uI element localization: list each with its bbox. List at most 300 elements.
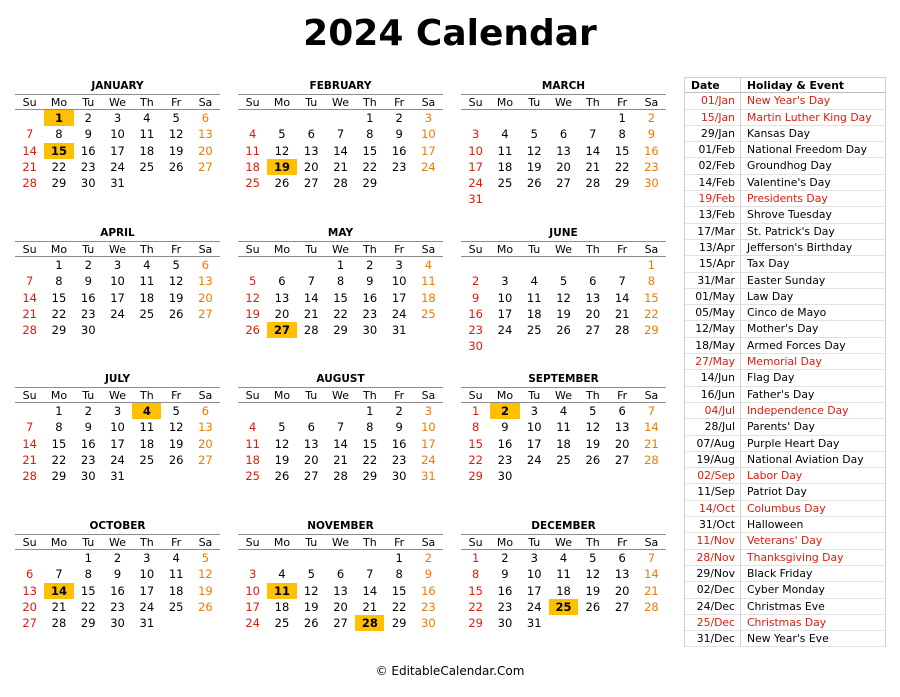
day-cell: 19 [585, 436, 601, 451]
day-cell: 30 [497, 469, 513, 484]
day-cell: 15 [333, 290, 348, 305]
day-grid [461, 257, 666, 355]
day-grid [238, 110, 443, 191]
weekday-label: Mo [273, 389, 291, 402]
weekday-label: Mo [496, 96, 514, 109]
day-cell: 5 [248, 274, 257, 289]
holiday-day-cell: 2 [490, 403, 519, 419]
day-cell: 21 [22, 306, 37, 321]
day-cell: 15 [362, 436, 378, 451]
day-cell: 24 [468, 176, 483, 191]
day-cell: 1 [395, 551, 403, 565]
day-cell: 25 [497, 176, 513, 191]
holiday-day-cell: 14 [44, 583, 73, 599]
day-cell: 14 [303, 290, 319, 305]
day-cell: 16 [391, 143, 407, 158]
holiday-event: Parents' Day [747, 420, 815, 434]
day-cell: 21 [22, 452, 37, 467]
day-cell: 24 [526, 599, 542, 614]
holiday-event: Jefferson's Birthday [747, 240, 853, 254]
day-cell: 30 [110, 616, 125, 631]
day-cell: 3 [530, 551, 538, 565]
empty-day-cell [578, 257, 607, 273]
day-cell: 3 [143, 551, 151, 565]
day-cell: 27 [198, 452, 213, 467]
day-cell: 1 [84, 551, 92, 565]
day-cell: 11 [245, 436, 260, 451]
day-cell: 21 [585, 159, 601, 174]
weekday-label: Sa [644, 536, 659, 549]
day-cell: 5 [278, 420, 286, 435]
holiday-event: Mother's Day [747, 322, 819, 336]
day-cell: 10 [110, 420, 125, 435]
day-cell: 28 [585, 176, 601, 191]
weekday-label: Mo [50, 536, 68, 549]
day-cell: 27 [198, 306, 213, 321]
day-cell: 8 [336, 274, 345, 289]
holiday-date: 01/Feb [685, 142, 741, 157]
month-name: AUGUST [316, 373, 365, 385]
day-cell: 29 [51, 323, 67, 338]
day-cell: 27 [614, 599, 630, 614]
day-cell: 27 [333, 616, 348, 631]
day-cell: 14 [585, 143, 601, 158]
day-cell: 11 [139, 127, 155, 142]
day-cell: 16 [497, 436, 513, 451]
empty-day-cell [267, 257, 296, 273]
day-cell: 4 [530, 274, 538, 289]
day-cell: 10 [497, 290, 513, 305]
day-cell: 16 [468, 306, 483, 321]
weekday-label: Th [585, 96, 600, 109]
weekday-label: Sa [644, 243, 659, 256]
holiday-event: Shrove Tuesday [747, 208, 832, 222]
day-cell: 10 [245, 583, 260, 598]
day-cell: 25 [245, 176, 260, 191]
day-cell: 20 [274, 306, 290, 321]
holiday-date: 28/Nov [685, 550, 741, 565]
month-name: MARCH [541, 80, 586, 92]
weekday-label: Tu [528, 536, 541, 549]
day-cell: 25 [556, 452, 571, 467]
day-cell: 18 [526, 306, 542, 321]
day-cell: 25 [168, 599, 184, 614]
day-cell: 13 [198, 274, 213, 289]
day-cell: 26 [274, 176, 290, 191]
holiday-event: Patriot Day [747, 485, 807, 499]
day-cell: 3 [113, 404, 122, 418]
holiday-day-cell: 15 [44, 143, 73, 159]
day-cell: 10 [110, 127, 125, 142]
day-cell: 17 [110, 290, 125, 305]
empty-day-cell [549, 257, 578, 273]
weekday-label: Su [22, 96, 37, 109]
day-cell: 17 [110, 436, 125, 451]
day-cell: 15 [391, 583, 407, 598]
day-cell: 24 [526, 452, 542, 467]
weekday-label: Th [362, 536, 377, 549]
day-cell: 29 [391, 616, 407, 631]
day-cell: 22 [80, 599, 96, 614]
day-cell: 2 [366, 258, 374, 272]
weekday-label: Su [245, 96, 260, 109]
empty-day-cell [297, 257, 326, 273]
day-cell: 22 [51, 306, 67, 321]
day-cell: 18 [556, 583, 571, 598]
day-cell: 10 [110, 274, 125, 289]
day-cell: 13 [303, 436, 319, 451]
month-november [238, 518, 443, 631]
empty-day-cell [490, 110, 519, 126]
holiday-date: 02/Dec [685, 582, 741, 597]
weekday-header [461, 94, 666, 110]
holiday-event: Groundhog Day [747, 159, 832, 173]
empty-day-cell [326, 403, 355, 419]
holiday-event: Easter Sunday [747, 273, 826, 287]
holiday-event: New Year's Eve [747, 632, 829, 646]
day-cell: 22 [468, 452, 483, 467]
day-cell: 14 [362, 583, 378, 598]
holiday-date: 13/Apr [685, 240, 741, 255]
day-cell: 8 [55, 274, 63, 289]
holiday-date: 02/Sep [685, 468, 741, 483]
day-cell: 17 [421, 436, 436, 451]
day-cell: 5 [559, 274, 568, 289]
day-cell: 21 [303, 306, 319, 321]
day-cell: 6 [25, 567, 34, 582]
day-cell: 16 [391, 436, 407, 451]
day-cell: 30 [80, 176, 96, 191]
day-cell: 10 [526, 420, 542, 435]
weekday-label: Sa [198, 243, 213, 256]
empty-day-cell [607, 257, 636, 273]
day-cell: 16 [362, 290, 378, 305]
holiday-row [685, 289, 885, 305]
holiday-date: 15/Apr [685, 256, 741, 271]
month-september [461, 371, 666, 484]
day-cell: 12 [168, 420, 184, 435]
holiday-row [685, 93, 885, 109]
day-cell: 28 [333, 469, 348, 484]
day-cell: 4 [248, 127, 257, 142]
weekday-label: Fr [617, 389, 628, 402]
holiday-row [685, 631, 885, 647]
weekday-label: Tu [528, 96, 541, 109]
holiday-date: 13/Feb [685, 207, 741, 222]
weekday-label: Su [468, 96, 483, 109]
empty-day-cell [297, 110, 326, 126]
day-cell: 17 [110, 143, 125, 158]
weekday-label: We [555, 536, 573, 549]
weekday-label: Fr [171, 536, 182, 549]
holiday-event: Valentine's Day [747, 175, 831, 189]
day-cell: 2 [395, 404, 403, 418]
day-cell: 12 [168, 274, 184, 289]
holiday-row [685, 599, 885, 615]
holiday-date: 11/Sep [685, 484, 741, 499]
holiday-event: Black Friday [747, 566, 813, 580]
day-cell: 13 [585, 290, 601, 305]
day-cell: 20 [585, 306, 601, 321]
holiday-event: Father's Day [747, 387, 815, 401]
empty-day-cell [15, 257, 44, 273]
holiday-header-event: Holiday & Event [747, 79, 845, 92]
holiday-day-cell: 25 [549, 599, 578, 615]
holiday-event: Memorial Day [747, 355, 822, 369]
holiday-event: Columbus Day [747, 501, 826, 515]
weekday-label: Tu [305, 96, 318, 109]
holiday-date: 07/Aug [685, 436, 741, 451]
day-cell: 13 [614, 420, 630, 435]
day-cell: 3 [113, 111, 122, 125]
day-cell: 30 [391, 469, 407, 484]
day-cell: 31 [391, 323, 407, 338]
month-name: JANUARY [91, 80, 144, 92]
holiday-row [685, 240, 885, 256]
day-cell: 18 [497, 159, 513, 174]
day-cell: 9 [424, 567, 433, 582]
day-cell: 15 [362, 143, 378, 158]
day-cell: 20 [614, 583, 630, 598]
weekday-label: Fr [617, 536, 628, 549]
month-july [15, 371, 220, 484]
day-cell: 3 [248, 567, 257, 582]
day-cell: 7 [25, 420, 34, 435]
day-cell: 25 [139, 452, 155, 467]
day-cell: 28 [51, 616, 67, 631]
day-cell: 5 [172, 404, 180, 418]
day-cell: 2 [424, 551, 433, 565]
day-cell: 9 [366, 274, 374, 289]
day-cell: 24 [421, 452, 436, 467]
empty-day-cell [267, 110, 296, 126]
day-cell: 13 [198, 420, 213, 435]
day-cell: 1 [336, 258, 345, 272]
empty-day-cell [355, 550, 384, 566]
day-cell: 17 [526, 436, 542, 451]
day-cell: 13 [198, 127, 213, 142]
day-cell: 1 [471, 551, 480, 565]
day-cell: 22 [51, 452, 67, 467]
day-cell: 31 [110, 469, 125, 484]
day-cell: 9 [84, 127, 92, 142]
day-cell: 28 [333, 176, 348, 191]
holiday-date: 16/Jun [685, 387, 741, 402]
day-cell: 11 [139, 420, 155, 435]
weekday-label: We [332, 536, 350, 549]
day-cell: 25 [274, 616, 290, 631]
day-cell: 16 [80, 290, 96, 305]
day-grid [238, 257, 443, 338]
day-cell: 15 [614, 143, 630, 158]
weekday-header [461, 241, 666, 257]
holiday-row [685, 370, 885, 386]
day-cell: 7 [647, 551, 656, 565]
day-cell: 20 [614, 436, 630, 451]
month-name: FEBRUARY [309, 80, 372, 92]
holiday-event: Presidents Day [747, 192, 828, 206]
empty-day-cell [326, 110, 355, 126]
day-cell: 13 [614, 567, 630, 582]
day-cell: 26 [585, 599, 601, 614]
empty-day-cell [15, 110, 44, 126]
holiday-date: 19/Aug [685, 452, 741, 467]
weekday-label: Fr [171, 389, 182, 402]
day-cell: 4 [143, 111, 151, 125]
weekday-label: Sa [198, 96, 213, 109]
empty-day-cell [238, 257, 267, 273]
day-cell: 7 [589, 127, 597, 142]
day-cell: 7 [647, 404, 656, 418]
empty-day-cell [297, 550, 326, 566]
day-cell: 14 [22, 143, 37, 158]
weekday-label: Sa [644, 389, 659, 402]
empty-day-cell [490, 257, 519, 273]
weekday-label: Tu [82, 389, 95, 402]
day-cell: 22 [362, 159, 378, 174]
weekday-label: We [109, 536, 127, 549]
holiday-date: 12/May [685, 321, 741, 336]
empty-day-cell [238, 550, 267, 566]
day-cell: 19 [168, 436, 184, 451]
day-cell: 16 [80, 143, 96, 158]
holiday-row [685, 566, 885, 582]
holiday-event: Law Day [747, 289, 794, 303]
day-cell: 3 [113, 258, 122, 272]
day-cell: 13 [556, 143, 571, 158]
day-cell: 12 [245, 290, 260, 305]
holiday-date: 14/Oct [685, 501, 741, 516]
holiday-date: 14/Jun [685, 370, 741, 385]
day-cell: 3 [530, 404, 538, 418]
day-cell: 19 [245, 306, 260, 321]
holiday-event: Veterans' Day [747, 534, 823, 548]
holiday-row [685, 387, 885, 403]
day-cell: 18 [556, 436, 571, 451]
weekday-label: We [332, 96, 350, 109]
day-cell: 21 [22, 159, 37, 174]
holiday-date: 05/May [685, 305, 741, 320]
day-cell: 29 [333, 323, 348, 338]
weekday-label: Mo [50, 243, 68, 256]
day-cell: 14 [644, 420, 659, 435]
holiday-row [685, 321, 885, 337]
weekday-label: We [109, 389, 127, 402]
day-cell: 4 [143, 258, 151, 272]
page-title: 2024 Calendar [303, 13, 597, 54]
holiday-day-cell: 19 [267, 159, 296, 175]
day-cell: 29 [644, 323, 659, 338]
holiday-table [684, 77, 886, 647]
month-name: JULY [104, 373, 131, 385]
holiday-event: Halloween [747, 518, 804, 532]
weekday-label: Sa [644, 96, 659, 109]
day-cell: 18 [139, 436, 155, 451]
day-cell: 25 [139, 159, 155, 174]
holiday-date: 19/Feb [685, 191, 741, 206]
holiday-event: St. Patrick's Day [747, 224, 835, 238]
day-cell: 5 [307, 567, 315, 582]
day-cell: 1 [618, 111, 626, 125]
month-name: OCTOBER [89, 520, 146, 532]
day-cell: 7 [336, 127, 345, 142]
holiday-row [685, 468, 885, 484]
month-name: MAY [327, 227, 354, 239]
weekday-label: Sa [421, 243, 436, 256]
holiday-row [685, 517, 885, 533]
weekday-label: Su [22, 389, 37, 402]
day-cell: 12 [585, 567, 601, 582]
day-cell: 19 [526, 159, 542, 174]
day-cell: 29 [51, 176, 67, 191]
day-cell: 21 [51, 599, 67, 614]
holiday-row [685, 550, 885, 566]
day-cell: 23 [468, 323, 483, 338]
weekday-header [461, 387, 666, 403]
day-cell: 24 [497, 323, 513, 338]
day-cell: 22 [333, 306, 348, 321]
day-cell: 19 [274, 452, 290, 467]
holiday-row [685, 305, 885, 321]
day-cell: 21 [614, 306, 630, 321]
holiday-row [685, 256, 885, 272]
day-cell: 22 [391, 599, 407, 614]
day-cell: 26 [526, 176, 542, 191]
day-cell: 7 [307, 274, 315, 289]
weekday-label: Tu [305, 243, 318, 256]
day-cell: 11 [421, 274, 436, 289]
day-cell: 6 [336, 567, 345, 582]
day-grid [238, 550, 443, 631]
day-cell: 10 [421, 127, 436, 142]
holiday-row [685, 436, 885, 452]
day-cell: 24 [421, 159, 436, 174]
day-cell: 12 [168, 127, 184, 142]
holiday-row [685, 126, 885, 142]
day-cell: 1 [647, 258, 656, 272]
day-cell: 12 [303, 583, 319, 598]
day-cell: 9 [113, 567, 122, 582]
weekday-label: Su [22, 536, 37, 549]
empty-day-cell [326, 550, 355, 566]
weekday-label: Su [22, 243, 37, 256]
day-cell: 17 [421, 143, 436, 158]
weekday-label: Mo [496, 389, 514, 402]
holiday-date: 11/Nov [685, 533, 741, 548]
day-cell: 7 [336, 420, 345, 435]
holiday-event: National Freedom Day [747, 143, 868, 157]
day-cell: 6 [201, 404, 210, 418]
day-cell: 8 [471, 420, 480, 435]
day-cell: 12 [556, 290, 571, 305]
day-cell: 30 [497, 616, 513, 631]
day-cell: 25 [526, 323, 542, 338]
day-cell: 23 [644, 159, 659, 174]
day-cell: 14 [22, 436, 37, 451]
holiday-date: 29/Nov [685, 566, 741, 581]
day-cell: 31 [468, 192, 483, 207]
day-cell: 26 [168, 159, 184, 174]
day-cell: 24 [110, 159, 125, 174]
holiday-event: National Aviation Day [747, 452, 864, 466]
empty-day-cell [297, 403, 326, 419]
day-cell: 8 [395, 567, 403, 582]
weekday-label: Fr [394, 389, 405, 402]
day-cell: 15 [51, 436, 67, 451]
holiday-row [685, 273, 885, 289]
weekday-label: We [332, 243, 350, 256]
day-cell: 21 [644, 583, 659, 598]
